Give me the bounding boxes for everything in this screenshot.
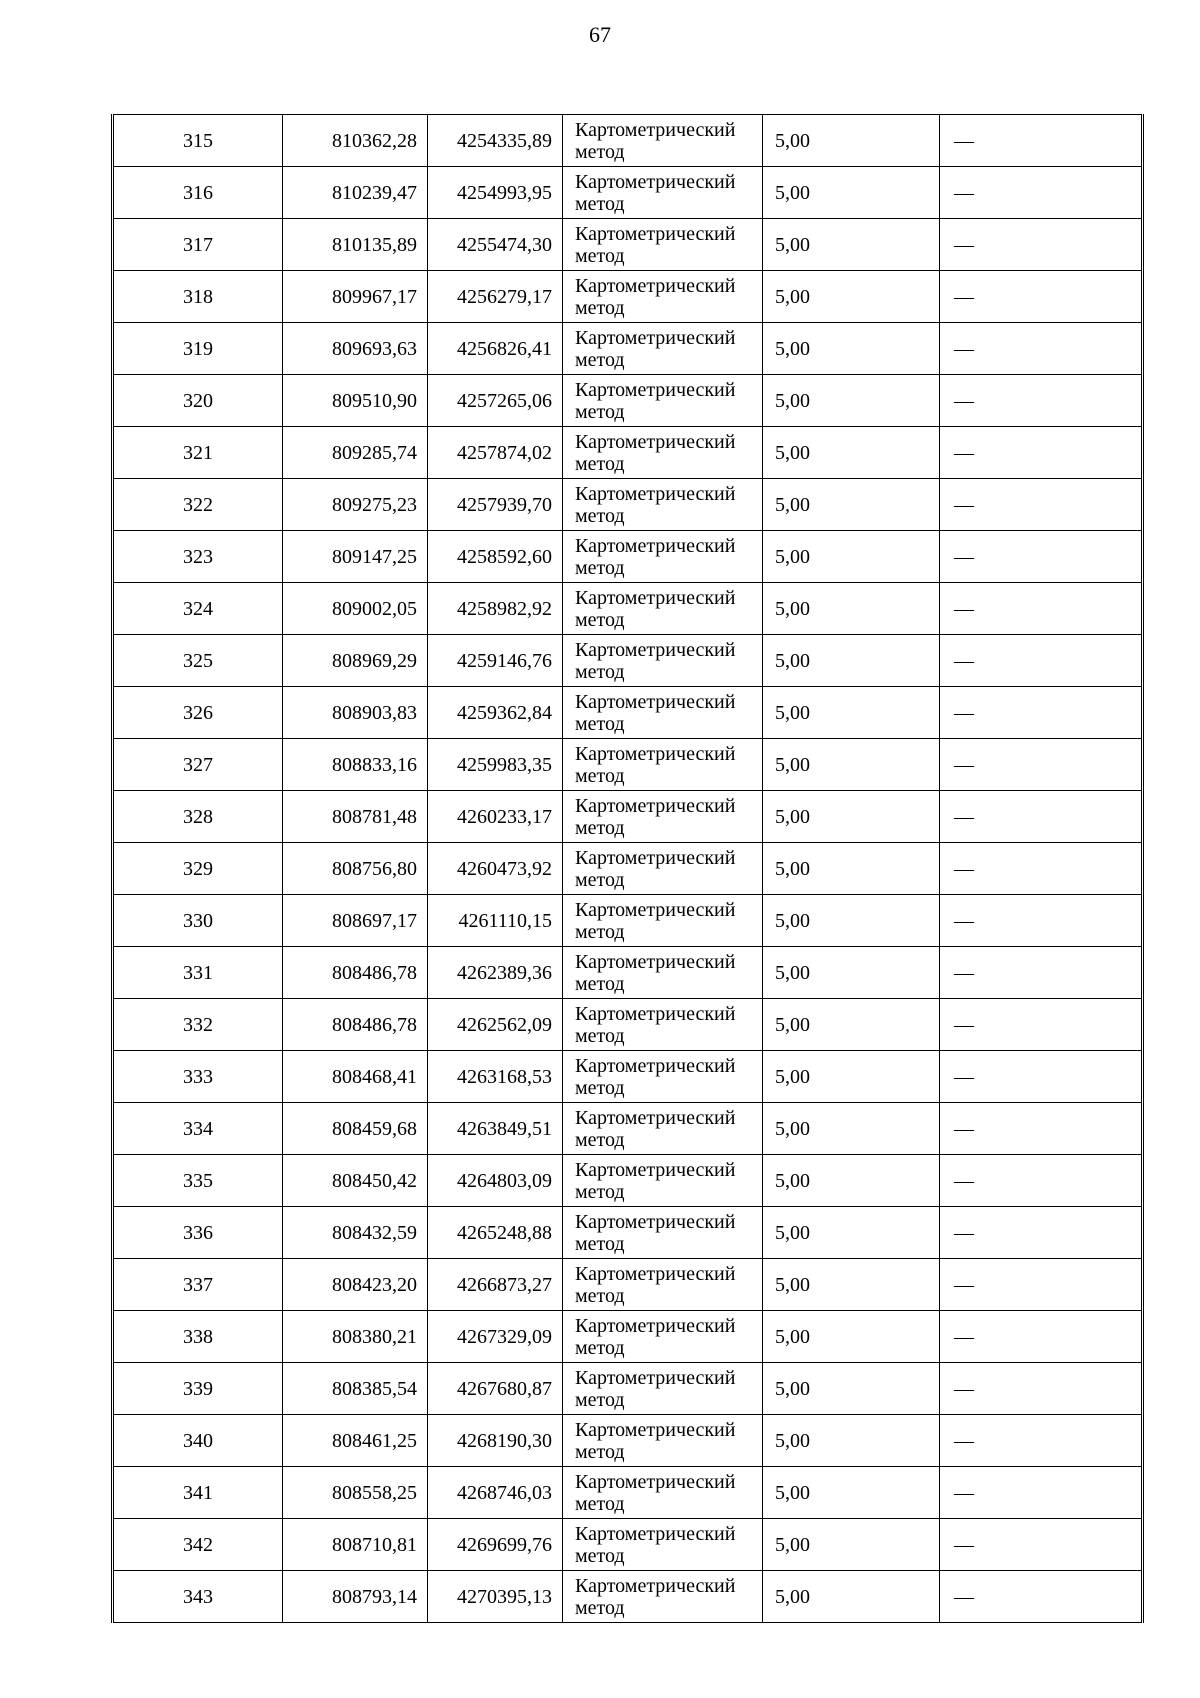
point-number-cell: 333 [113,1051,283,1103]
y-coordinate-cell: 4256279,17 [428,271,563,323]
x-coordinate-cell: 808432,59 [283,1207,428,1259]
table-row [113,947,1143,999]
y-coordinate-cell: 4267329,09 [428,1311,563,1363]
method-cell [563,1207,763,1259]
x-coordinate-cell: 808450,42 [283,1155,428,1207]
table-row [113,271,1143,323]
point-number-cell: 331 [113,947,283,999]
point-number-cell: 317 [113,219,283,271]
x-coordinate-cell: 808385,54 [283,1363,428,1415]
y-coordinate-cell: 4267680,87 [428,1363,563,1415]
y-coordinate-cell: 4259146,76 [428,635,563,687]
table-row [113,375,1143,427]
method-line-1: Картометрический [575,1366,736,1389]
method-line-1: Картометрический [575,846,736,869]
y-coordinate-cell: 4258592,60 [428,531,563,583]
method-line-2: метод [575,140,625,163]
method-line-2: метод [575,1388,625,1411]
method-line-1: Картометрический [575,170,736,193]
method-line-2: метод [575,712,625,735]
method-line-2: метод [575,1544,625,1567]
method-line-1: Картометрический [575,378,736,401]
point-number-cell: 342 [113,1519,283,1571]
description-cell: — [940,1415,1143,1467]
description-cell: — [940,323,1143,375]
method-cell [563,479,763,531]
coordinates-table-container [111,114,1141,1623]
table-row [113,1363,1143,1415]
y-coordinate-cell: 4258982,92 [428,583,563,635]
method-line-1: Картометрический [575,638,736,661]
table-row [113,791,1143,843]
description-cell: — [940,895,1143,947]
method-cell [563,531,763,583]
method-line-2: метод [575,1596,625,1619]
x-coordinate-cell: 809693,63 [283,323,428,375]
table-row [113,999,1143,1051]
accuracy-cell: 5,00 [763,115,940,167]
point-number-cell: 343 [113,1571,283,1623]
y-coordinate-cell: 4260473,92 [428,843,563,895]
table-row [113,1311,1143,1363]
x-coordinate-cell: 808969,29 [283,635,428,687]
method-cell [563,1415,763,1467]
method-line-2: метод [575,1024,625,1047]
accuracy-cell: 5,00 [763,271,940,323]
y-coordinate-cell: 4255474,30 [428,219,563,271]
point-number-cell: 326 [113,687,283,739]
x-coordinate-cell: 808756,80 [283,843,428,895]
point-number-cell: 319 [113,323,283,375]
method-line-1: Картометрический [575,430,736,453]
table-body [113,115,1143,1623]
x-coordinate-cell: 809285,74 [283,427,428,479]
point-number-cell: 315 [113,115,283,167]
point-number-cell: 330 [113,895,283,947]
x-coordinate-cell: 808710,81 [283,1519,428,1571]
point-number-cell: 318 [113,271,283,323]
table-row [113,219,1143,271]
accuracy-cell: 5,00 [763,1259,940,1311]
method-line-2: метод [575,972,625,995]
accuracy-cell: 5,00 [763,219,940,271]
x-coordinate-cell: 809510,90 [283,375,428,427]
accuracy-cell: 5,00 [763,479,940,531]
point-number-cell: 336 [113,1207,283,1259]
point-number-cell: 320 [113,375,283,427]
accuracy-cell: 5,00 [763,583,940,635]
method-line-1: Картометрический [575,1418,736,1441]
method-line-2: метод [575,1492,625,1515]
y-coordinate-cell: 4268746,03 [428,1467,563,1519]
method-cell [563,323,763,375]
method-line-1: Картометрический [575,118,736,141]
point-number-cell: 334 [113,1103,283,1155]
description-cell: — [940,167,1143,219]
method-line-1: Картометрический [575,1522,736,1545]
description-cell: — [940,1519,1143,1571]
description-cell: — [940,739,1143,791]
accuracy-cell: 5,00 [763,739,940,791]
method-cell [563,739,763,791]
table-row [113,1467,1143,1519]
point-number-cell: 337 [113,1259,283,1311]
x-coordinate-cell: 809147,25 [283,531,428,583]
x-coordinate-cell: 808459,68 [283,1103,428,1155]
method-line-2: метод [575,920,625,943]
method-line-1: Картометрический [575,898,736,921]
description-cell: — [940,999,1143,1051]
description-cell: — [940,479,1143,531]
accuracy-cell: 5,00 [763,1207,940,1259]
method-cell [563,1155,763,1207]
x-coordinate-cell: 808468,41 [283,1051,428,1103]
y-coordinate-cell: 4265248,88 [428,1207,563,1259]
point-number-cell: 332 [113,999,283,1051]
method-cell [563,1571,763,1623]
accuracy-cell: 5,00 [763,427,940,479]
method-cell [563,375,763,427]
y-coordinate-cell: 4266873,27 [428,1259,563,1311]
y-coordinate-cell: 4262389,36 [428,947,563,999]
method-line-2: метод [575,1180,625,1203]
accuracy-cell: 5,00 [763,1103,940,1155]
point-number-cell: 327 [113,739,283,791]
description-cell: — [940,271,1143,323]
method-line-1: Картометрический [575,1314,736,1337]
method-cell [563,219,763,271]
x-coordinate-cell: 808486,78 [283,999,428,1051]
accuracy-cell: 5,00 [763,687,940,739]
accuracy-cell: 5,00 [763,635,940,687]
method-line-1: Картометрический [575,274,736,297]
description-cell: — [940,219,1143,271]
point-number-cell: 341 [113,1467,283,1519]
point-number-cell: 335 [113,1155,283,1207]
page-number: 67 [589,22,611,47]
accuracy-cell: 5,00 [763,999,940,1051]
x-coordinate-cell: 808380,21 [283,1311,428,1363]
y-coordinate-cell: 4260233,17 [428,791,563,843]
y-coordinate-cell: 4257939,70 [428,479,563,531]
description-cell: — [940,687,1143,739]
point-number-cell: 339 [113,1363,283,1415]
y-coordinate-cell: 4268190,30 [428,1415,563,1467]
y-coordinate-cell: 4254335,89 [428,115,563,167]
x-coordinate-cell: 810135,89 [283,219,428,271]
accuracy-cell: 5,00 [763,323,940,375]
y-coordinate-cell: 4257265,06 [428,375,563,427]
method-line-2: метод [575,556,625,579]
point-number-cell: 324 [113,583,283,635]
x-coordinate-cell: 810362,28 [283,115,428,167]
y-coordinate-cell: 4259983,35 [428,739,563,791]
method-line-1: Картометрический [575,1574,736,1597]
y-coordinate-cell: 4257874,02 [428,427,563,479]
method-line-2: метод [575,1440,625,1463]
description-cell: — [940,791,1143,843]
accuracy-cell: 5,00 [763,531,940,583]
table-row [113,479,1143,531]
x-coordinate-cell: 808833,16 [283,739,428,791]
point-number-cell: 328 [113,791,283,843]
method-line-1: Картометрический [575,1002,736,1025]
description-cell: — [940,427,1143,479]
description-cell: — [940,635,1143,687]
method-line-1: Картометрический [575,586,736,609]
accuracy-cell: 5,00 [763,1467,940,1519]
method-cell [563,1519,763,1571]
method-line-2: метод [575,1284,625,1307]
accuracy-cell: 5,00 [763,1519,940,1571]
point-number-cell: 338 [113,1311,283,1363]
y-coordinate-cell: 4259362,84 [428,687,563,739]
table-row [113,115,1143,167]
table-row [113,687,1143,739]
x-coordinate-cell: 808781,48 [283,791,428,843]
point-number-cell: 325 [113,635,283,687]
x-coordinate-cell: 808423,20 [283,1259,428,1311]
y-coordinate-cell: 4256826,41 [428,323,563,375]
method-line-2: метод [575,1076,625,1099]
table-row [113,1051,1143,1103]
accuracy-cell: 5,00 [763,1155,940,1207]
y-coordinate-cell: 4261110,15 [428,895,563,947]
table-row [113,1519,1143,1571]
method-line-1: Картометрический [575,482,736,505]
method-line-1: Картометрический [575,1470,736,1493]
y-coordinate-cell: 4270395,13 [428,1571,563,1623]
table-row [113,583,1143,635]
method-cell [563,791,763,843]
method-line-2: метод [575,1336,625,1359]
description-cell: — [940,947,1143,999]
x-coordinate-cell: 808697,17 [283,895,428,947]
accuracy-cell: 5,00 [763,1363,940,1415]
description-cell: — [940,843,1143,895]
method-line-2: метод [575,1232,625,1255]
method-line-2: метод [575,400,625,423]
y-coordinate-cell: 4264803,09 [428,1155,563,1207]
y-coordinate-cell: 4269699,76 [428,1519,563,1571]
point-number-cell: 329 [113,843,283,895]
method-cell [563,167,763,219]
x-coordinate-cell: 808558,25 [283,1467,428,1519]
method-line-2: метод [575,244,625,267]
point-number-cell: 321 [113,427,283,479]
description-cell: — [940,115,1143,167]
table-row [113,1155,1143,1207]
method-line-2: метод [575,192,625,215]
accuracy-cell: 5,00 [763,1571,940,1623]
x-coordinate-cell: 808793,14 [283,1571,428,1623]
table-row [113,1259,1143,1311]
table-row [113,1207,1143,1259]
coordinates-table [111,114,1144,1623]
method-line-1: Картометрический [575,794,736,817]
table-row [113,167,1143,219]
x-coordinate-cell: 809275,23 [283,479,428,531]
description-cell: — [940,1103,1143,1155]
description-cell: — [940,1311,1143,1363]
accuracy-cell: 5,00 [763,167,940,219]
point-number-cell: 340 [113,1415,283,1467]
method-line-2: метод [575,816,625,839]
method-cell [563,1311,763,1363]
method-line-2: метод [575,504,625,527]
table-row [113,323,1143,375]
x-coordinate-cell: 809002,05 [283,583,428,635]
y-coordinate-cell: 4254993,95 [428,167,563,219]
method-cell [563,947,763,999]
method-cell [563,1103,763,1155]
method-line-2: метод [575,348,625,371]
method-line-1: Картометрический [575,326,736,349]
description-cell: — [940,1467,1143,1519]
method-line-1: Картометрический [575,742,736,765]
method-line-1: Картометрический [575,950,736,973]
method-line-2: метод [575,868,625,891]
method-cell [563,895,763,947]
description-cell: — [940,375,1143,427]
method-cell [563,999,763,1051]
method-cell [563,1259,763,1311]
y-coordinate-cell: 4262562,09 [428,999,563,1051]
point-number-cell: 322 [113,479,283,531]
description-cell: — [940,1155,1143,1207]
method-line-2: метод [575,660,625,683]
method-line-2: метод [575,296,625,319]
method-line-1: Картометрический [575,1054,736,1077]
description-cell: — [940,1259,1143,1311]
accuracy-cell: 5,00 [763,1415,940,1467]
description-cell: — [940,1051,1143,1103]
method-line-1: Картометрический [575,1262,736,1285]
x-coordinate-cell: 808486,78 [283,947,428,999]
x-coordinate-cell: 810239,47 [283,167,428,219]
accuracy-cell: 5,00 [763,843,940,895]
description-cell: — [940,1363,1143,1415]
method-cell [563,687,763,739]
method-cell [563,427,763,479]
table-row [113,1571,1143,1623]
method-cell [563,1051,763,1103]
method-line-2: метод [575,608,625,631]
method-line-1: Картометрический [575,222,736,245]
y-coordinate-cell: 4263849,51 [428,1103,563,1155]
method-line-1: Картометрический [575,690,736,713]
table-row [113,895,1143,947]
table-row [113,427,1143,479]
method-cell [563,583,763,635]
point-number-cell: 316 [113,167,283,219]
method-cell [563,843,763,895]
table-row [113,1103,1143,1155]
description-cell: — [940,583,1143,635]
method-line-2: метод [575,764,625,787]
table-row [113,1415,1143,1467]
method-line-1: Картометрический [575,1106,736,1129]
x-coordinate-cell: 809967,17 [283,271,428,323]
x-coordinate-cell: 808461,25 [283,1415,428,1467]
y-coordinate-cell: 4263168,53 [428,1051,563,1103]
accuracy-cell: 5,00 [763,791,940,843]
description-cell: — [940,531,1143,583]
accuracy-cell: 5,00 [763,895,940,947]
table-row [113,635,1143,687]
table-row [113,843,1143,895]
accuracy-cell: 5,00 [763,1051,940,1103]
table-row [113,531,1143,583]
method-line-2: метод [575,1128,625,1151]
point-number-cell: 323 [113,531,283,583]
table-row [113,739,1143,791]
accuracy-cell: 5,00 [763,947,940,999]
method-cell [563,635,763,687]
method-line-1: Картометрический [575,1158,736,1181]
accuracy-cell: 5,00 [763,375,940,427]
method-cell [563,271,763,323]
description-cell: — [940,1571,1143,1623]
method-cell [563,1467,763,1519]
description-cell: — [940,1207,1143,1259]
method-cell [563,115,763,167]
method-line-2: метод [575,452,625,475]
accuracy-cell: 5,00 [763,1311,940,1363]
method-line-1: Картометрический [575,534,736,557]
method-line-1: Картометрический [575,1210,736,1233]
method-cell [563,1363,763,1415]
x-coordinate-cell: 808903,83 [283,687,428,739]
